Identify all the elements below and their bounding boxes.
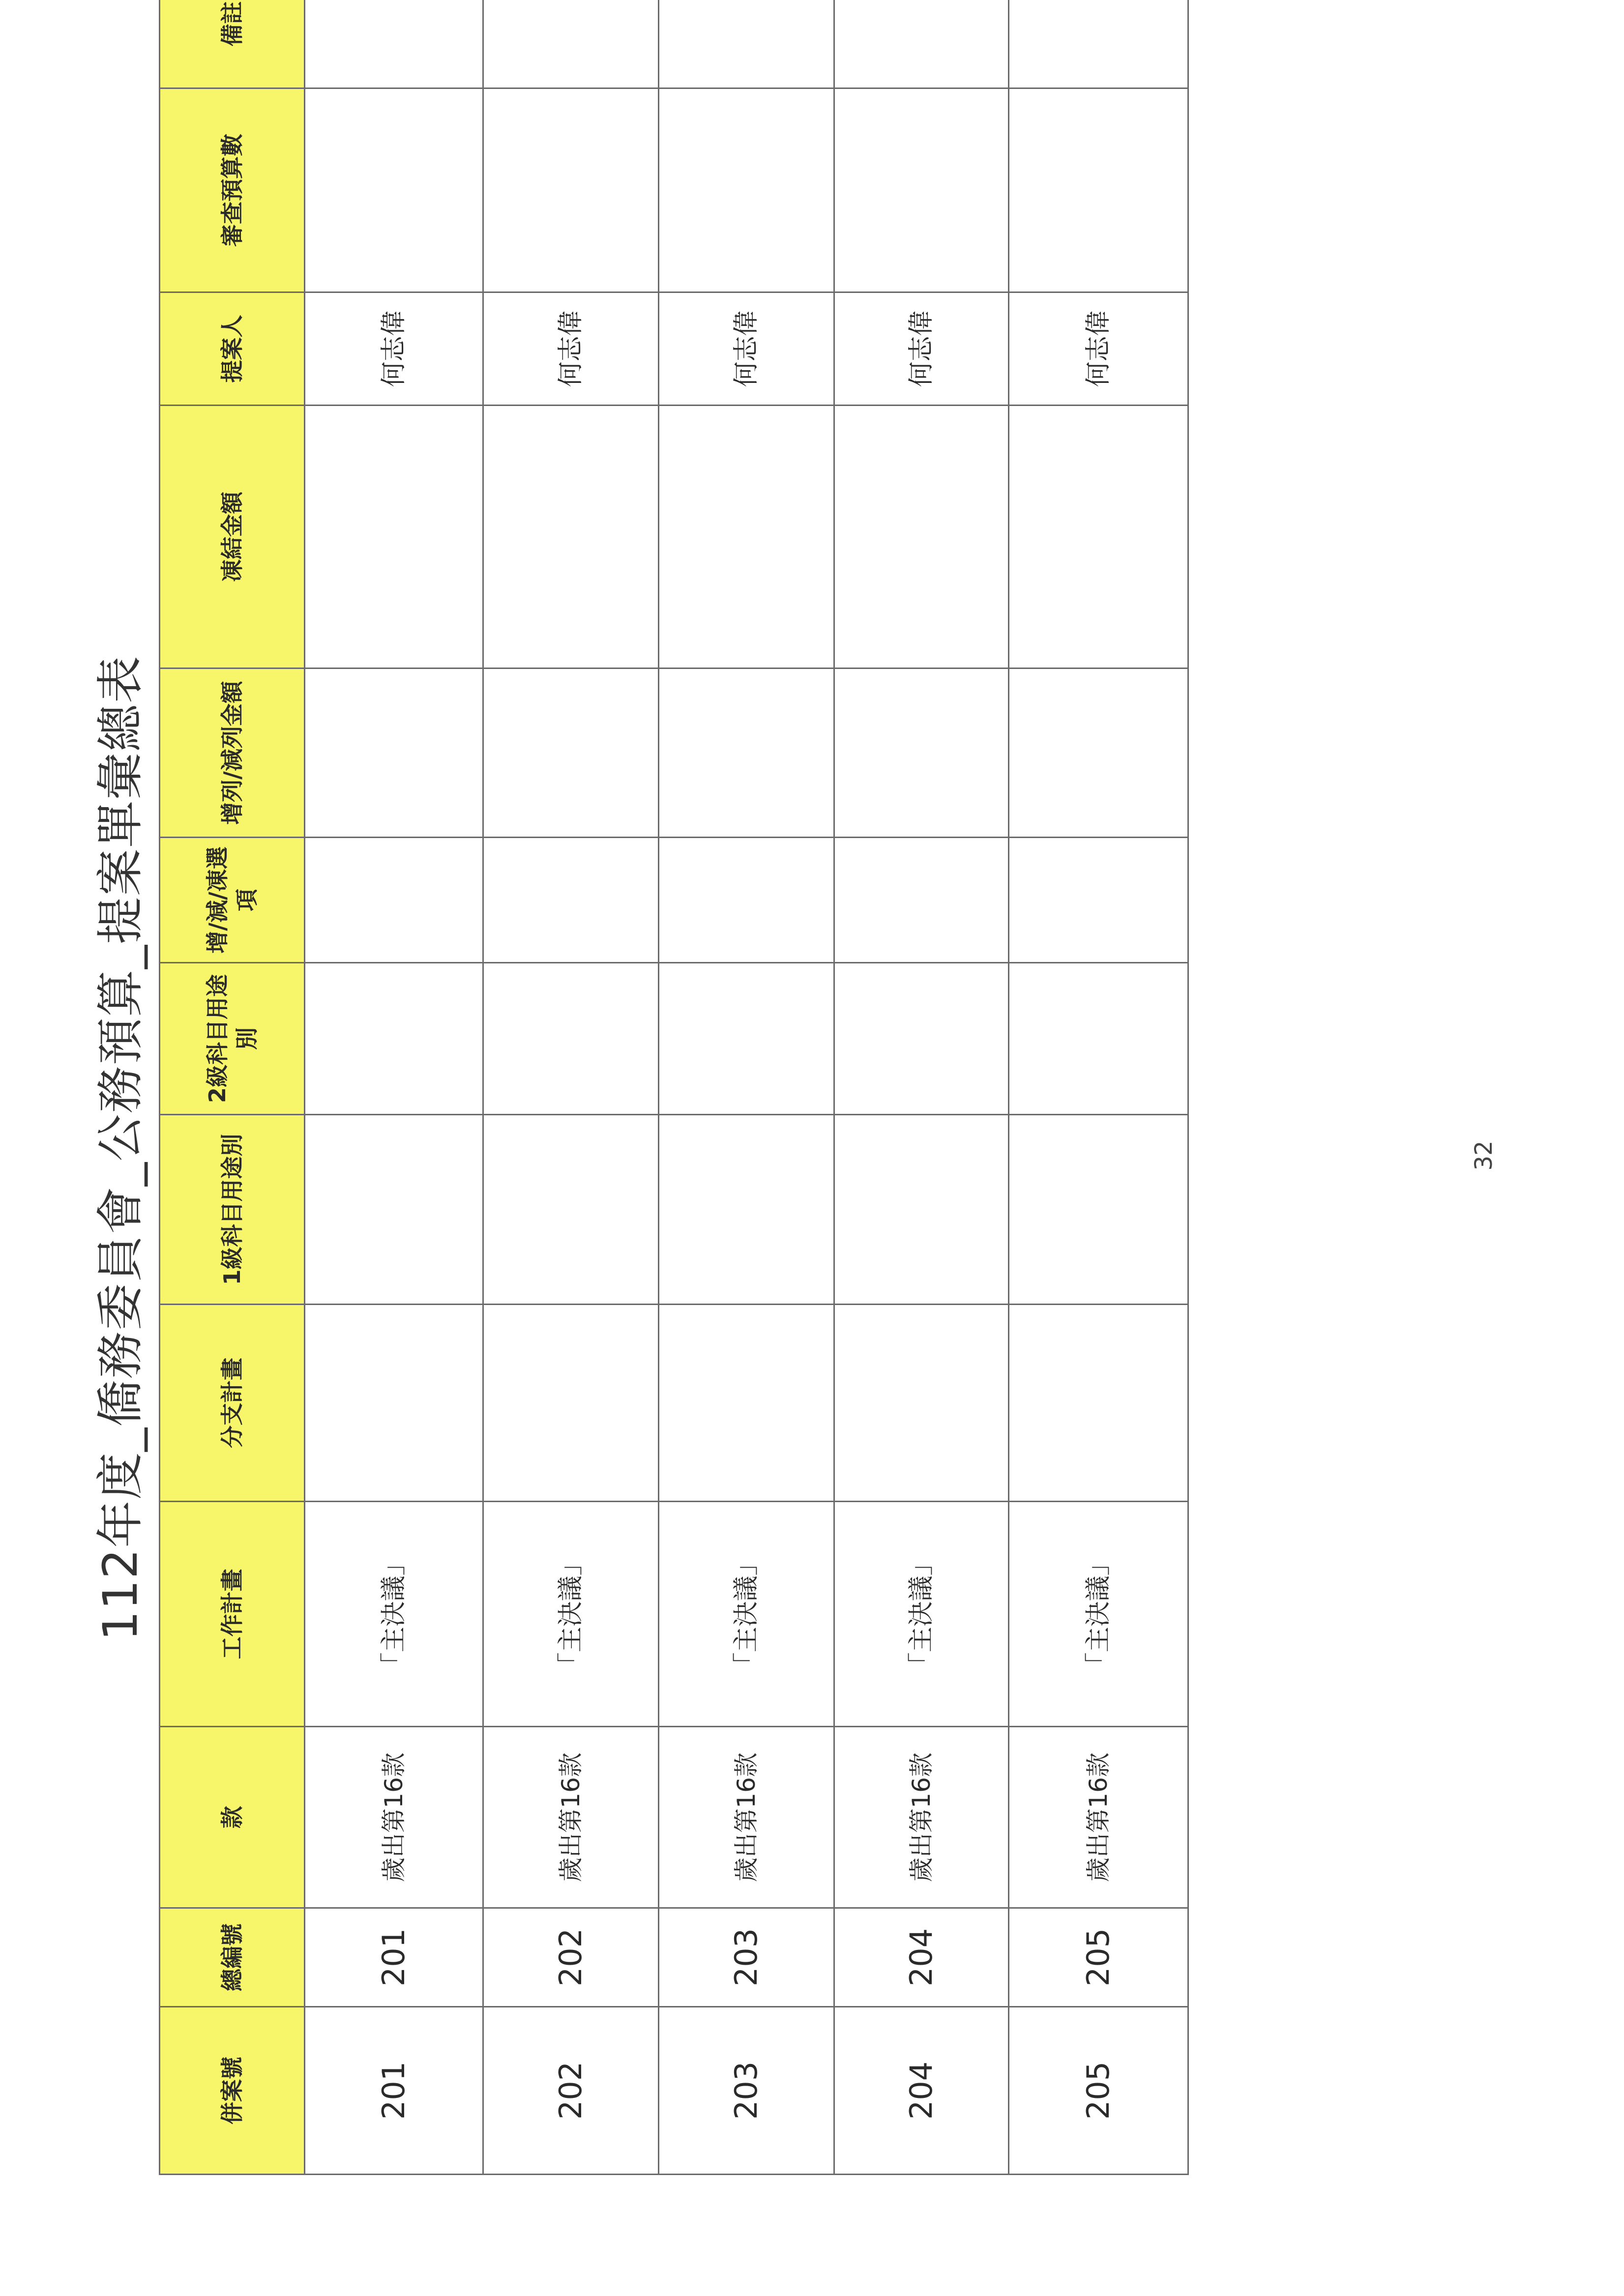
- frozen-amount-cell: [305, 406, 483, 668]
- merge-no-cell: 203: [659, 2007, 834, 2175]
- note-cell: [659, 0, 834, 88]
- header-option: 增/減/凍選項: [160, 838, 305, 963]
- option-cell: [305, 838, 483, 963]
- level2-item-cell: [305, 963, 483, 1115]
- level1-item-cell: [483, 1115, 659, 1305]
- branch-plan-cell: [1009, 1305, 1188, 1502]
- header-row: [160, 0, 305, 2175]
- kuan-cell: 歲出第16款: [659, 1727, 834, 1908]
- header-merge-no: 併案號: [160, 2007, 305, 2175]
- review-budget-cell: [305, 88, 483, 292]
- proposer-cell: 何志偉: [305, 292, 483, 406]
- branch-plan-cell: [659, 1305, 834, 1502]
- level1-item-cell: [305, 1115, 483, 1305]
- frozen-amount-cell: [834, 406, 1009, 668]
- table-row: [1009, 0, 1188, 2175]
- work-plan-cell: 「主決議」: [305, 1502, 483, 1727]
- proposer-cell: 何志偉: [659, 292, 834, 406]
- branch-plan-cell: [483, 1305, 659, 1502]
- note-cell: [1009, 0, 1188, 88]
- frozen-amount-cell: [1009, 406, 1188, 668]
- header-work-plan: 工作計畫: [160, 1502, 305, 1727]
- amount-cell: [659, 668, 834, 838]
- table-body: [305, 0, 1188, 2175]
- merge-no-cell: 205: [1009, 2007, 1188, 2175]
- level2-item-cell: [659, 963, 834, 1115]
- total-no-cell: 202: [483, 1908, 659, 2007]
- frozen-amount-cell: [483, 406, 659, 668]
- header-kuan: 款: [160, 1727, 305, 1908]
- header-level1-item: 1級科目用途別: [160, 1115, 305, 1305]
- table-row: [659, 0, 834, 2175]
- amount-cell: [834, 668, 1009, 838]
- kuan-cell: 歲出第16款: [483, 1727, 659, 1908]
- total-no-cell: 201: [305, 1908, 483, 2007]
- option-cell: [834, 838, 1009, 963]
- amount-cell: [305, 668, 483, 838]
- level1-item-cell: [659, 1115, 834, 1305]
- option-cell: [1009, 838, 1188, 963]
- table-row: [305, 0, 483, 2175]
- merge-no-cell: 201: [305, 2007, 483, 2175]
- total-no-cell: 205: [1009, 1908, 1188, 2007]
- amount-cell: [1009, 668, 1188, 838]
- kuan-cell: 歲出第16款: [1009, 1727, 1188, 1908]
- level1-item-cell: [834, 1115, 1009, 1305]
- proposer-cell: 何志偉: [834, 292, 1009, 406]
- option-cell: [659, 838, 834, 963]
- table-row: [834, 0, 1009, 2175]
- total-no-cell: 204: [834, 1908, 1009, 2007]
- merge-no-cell: 202: [483, 2007, 659, 2175]
- branch-plan-cell: [834, 1305, 1009, 1502]
- header-note: 備註: [160, 0, 305, 88]
- level1-item-cell: [1009, 1115, 1188, 1305]
- review-budget-cell: [483, 88, 659, 292]
- level2-item-cell: [483, 963, 659, 1115]
- header-proposer: 提案人: [160, 292, 305, 406]
- header-amount: 增列/減列金額: [160, 668, 305, 838]
- note-cell: [305, 0, 483, 88]
- header-frozen-amount: 凍結金額: [160, 406, 305, 668]
- review-budget-cell: [834, 88, 1009, 292]
- level2-item-cell: [834, 963, 1009, 1115]
- work-plan-cell: 「主決議」: [483, 1502, 659, 1727]
- amount-cell: [483, 668, 659, 838]
- branch-plan-cell: [305, 1305, 483, 1502]
- kuan-cell: 歲出第16款: [305, 1727, 483, 1908]
- frozen-amount-cell: [659, 406, 834, 668]
- header-total-no: 總編號: [160, 1908, 305, 2007]
- total-no-cell: 203: [659, 1908, 834, 2007]
- proposal-summary-table: [159, 0, 1189, 2175]
- work-plan-cell: 「主決議」: [1009, 1502, 1188, 1727]
- table-row: [483, 0, 659, 2175]
- header-level2-item: 2級科目用途別: [160, 963, 305, 1115]
- work-plan-cell: 「主決議」: [659, 1502, 834, 1727]
- note-cell: [834, 0, 1009, 88]
- kuan-cell: 歲出第16款: [834, 1727, 1009, 1908]
- note-cell: [483, 0, 659, 88]
- review-budget-cell: [659, 88, 834, 292]
- option-cell: [483, 838, 659, 963]
- merge-no-cell: 204: [834, 2007, 1009, 2175]
- proposer-cell: 何志偉: [483, 292, 659, 406]
- header-review-budget: 審查預算數: [160, 88, 305, 292]
- page-number: 32: [1470, 1140, 1498, 1171]
- document-title: 112年度_僑務委員會_公務預算_提案單彙總表: [93, 655, 148, 1641]
- work-plan-cell: 「主決議」: [834, 1502, 1009, 1727]
- level2-item-cell: [1009, 963, 1188, 1115]
- header-branch-plan: 分支計畫: [160, 1305, 305, 1502]
- review-budget-cell: [1009, 88, 1188, 292]
- proposer-cell: 何志偉: [1009, 292, 1188, 406]
